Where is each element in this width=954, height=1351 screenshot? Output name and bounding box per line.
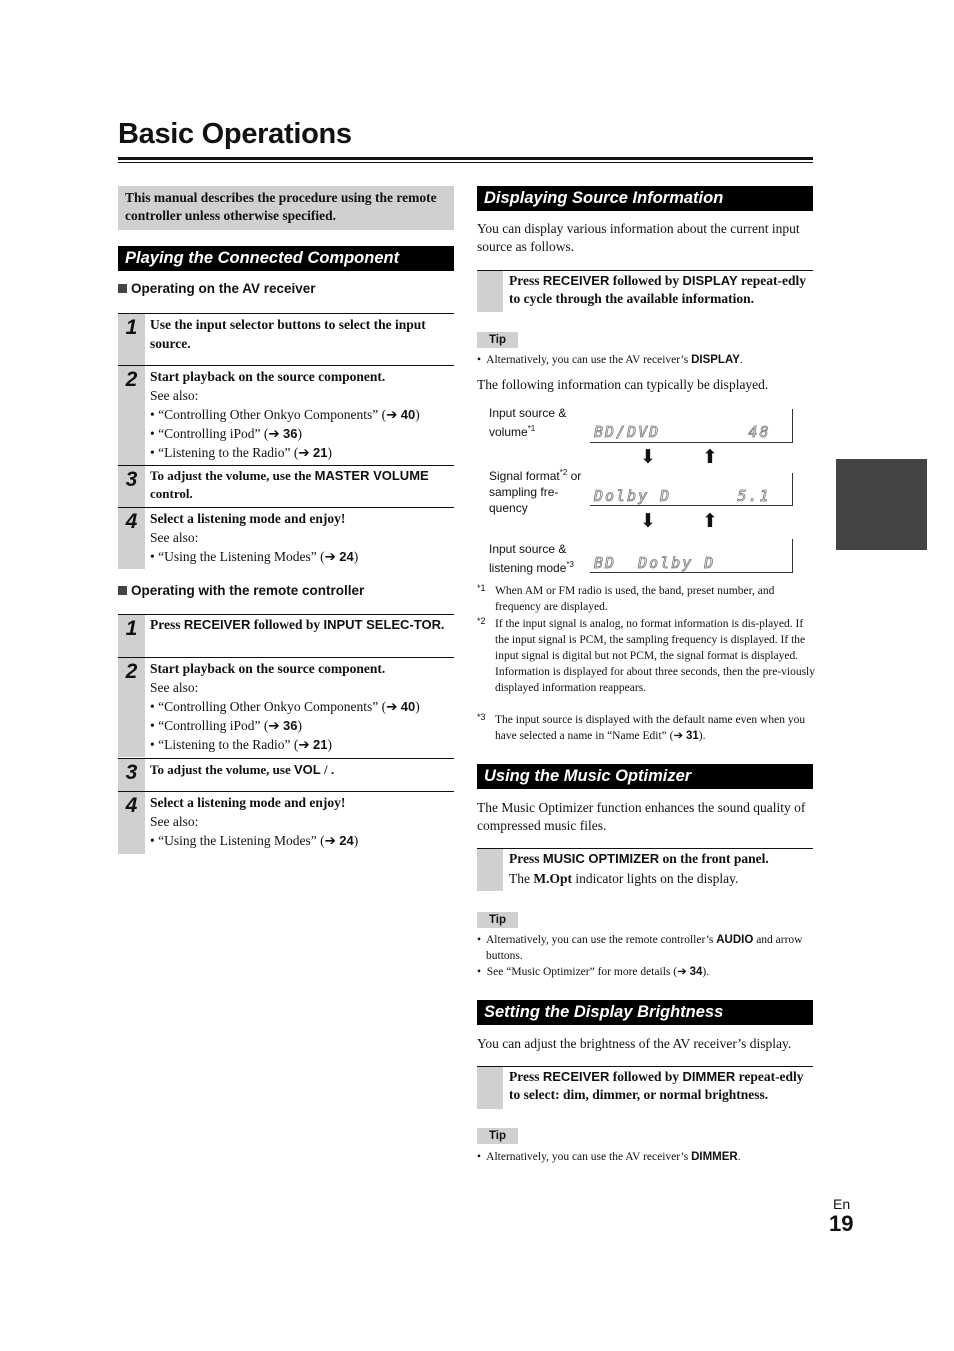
tip-label: Tip: [477, 332, 518, 348]
ref-radio: • “Listening to the Radio” (➔ 21): [150, 737, 332, 752]
chapter-tab: [836, 459, 927, 550]
page-language: En: [833, 1196, 851, 1212]
display-label-signal-format: Signal format$^{*2}$ or sampling fre-quency: [489, 468, 582, 515]
step-text: Press RECEIVER followed by DISPLAY repeat-edly to cycle through the available information.: [509, 273, 806, 306]
ref-ipod: • “Controlling iPod” (➔ 36): [150, 426, 303, 441]
arrow-right-icon: ➔: [298, 445, 310, 460]
arrow-right-icon: ➔: [673, 730, 684, 742]
square-bullet-icon: [118, 284, 127, 293]
arrow-right-icon: ➔: [268, 718, 280, 733]
display-label-listening-mode: Input source & listening mode$^{*3}$: [489, 542, 574, 575]
ref-ipod: • “Controlling iPod” (➔ 36): [150, 718, 303, 733]
arrow-right-icon: ➔: [386, 407, 398, 422]
lcd-panel-1: [590, 409, 793, 443]
step-text: Select a listening mode and enjoy!: [150, 511, 346, 526]
ref-listening-modes: • “Using the Listening Modes” (➔ 24): [150, 833, 359, 848]
tip-audio: • Alternatively, you can use the remote controller’s AUDIO and arrow buttons.: [477, 934, 803, 962]
arrow-right-icon: ➔: [324, 833, 336, 848]
section-heading-music-optimizer: Using the Music Optimizer: [477, 764, 813, 789]
step-number: 3: [118, 759, 145, 791]
subheading-av-receiver: Operating on the AV receiver: [118, 281, 454, 296]
step-number: 3: [118, 466, 145, 507]
ref-listening-modes: • “Using the Listening Modes” (➔ 24): [150, 549, 359, 564]
lcd-panel-2: [590, 473, 793, 506]
step-text: Use the input selector buttons to select the input source.: [150, 317, 426, 351]
step-av-3: [118, 465, 454, 507]
step-text: Start playback on the source component.: [150, 661, 386, 676]
lcd-text: BD/DVD 48: [594, 423, 771, 441]
display-info-body2: The following information can typically be displayed.: [477, 377, 769, 392]
step-brightness: [477, 1066, 813, 1109]
step-text: Start playback on the source component.: [150, 369, 386, 384]
step-rc-3: [118, 758, 454, 791]
page-number: 19: [829, 1211, 854, 1236]
step-number: 1: [118, 314, 145, 365]
see-also: See also:: [150, 388, 199, 403]
section-heading-display-info: Displaying Source Information: [477, 186, 813, 211]
step-number: 4: [118, 508, 145, 569]
step-av-1: [118, 313, 454, 365]
section-heading-playing: Playing the Connected Component: [118, 246, 454, 271]
arrow-right-icon: ➔: [268, 426, 280, 441]
tip-display: • Alternatively, you can use the AV receiver’s DISPLAY.: [477, 354, 743, 366]
arrow-right-icon: ➔: [324, 549, 336, 564]
step-text: Select a listening mode and enjoy!: [150, 795, 346, 810]
step-text: To adjust the volume, use the MASTER VOLUME control.: [150, 468, 429, 501]
lcd-panel-3: [590, 539, 793, 573]
ref-other-components: • “Controlling Other Onkyo Components” (➔ 40): [150, 699, 420, 714]
step-text: Press RECEIVER followed by DIMMER repeat-edly to select: dim, dimmer, or normal brightness.: [509, 1069, 804, 1102]
music-optimizer-body: The Music Optimizer function enhances the sound quality of compressed music files.: [477, 800, 806, 833]
see-also: See also:: [150, 530, 199, 545]
step-av-2: [118, 365, 454, 465]
tip-label: Tip: [477, 912, 518, 928]
ref-other-components: • “Controlling Other Onkyo Components” (➔ 40): [150, 407, 420, 422]
arrow-right-icon: ➔: [298, 737, 310, 752]
section-heading-brightness: Setting the Display Brightness: [477, 1000, 813, 1025]
step-marker: [477, 849, 503, 891]
step-rc-2: [118, 657, 454, 757]
step-marker: [477, 1067, 503, 1109]
tip-dimmer: • Alternatively, you can use the AV receiver’s DIMMER.: [477, 1151, 741, 1163]
step-text: Press RECEIVER followed by INPUT SELEC-TOR.: [150, 617, 445, 632]
footnote-2: *2 If the input signal is analog, no format information is dis-played. If the input signal is PCM, the sampling frequency is displayed. If the input signal is digital but not PCM, the signal format is displayed. Information is displayed for about three seconds, then the pre-viously displayed information reappears.: [477, 616, 816, 694]
see-also: See also:: [150, 814, 199, 829]
step-number: 2: [118, 658, 145, 757]
step-result: The M.Opt indicator lights on the display.: [509, 871, 739, 886]
arrow-up-icon: ⬆: [702, 447, 718, 468]
display-label-source-volume: Input source & volume$^{*1}$: [489, 406, 567, 439]
arrow-right-icon: ➔: [386, 699, 398, 714]
tip-see-music-optimizer: • See “Music Optimizer” for more details (➔ 34).: [477, 966, 710, 978]
subheading-remote: Operating with the remote controller: [118, 583, 454, 598]
tip-label: Tip: [477, 1128, 518, 1144]
step-music-optimizer: [477, 848, 813, 891]
arrow-right-icon: ➔: [677, 966, 687, 978]
step-text: To adjust the volume, use VOL / .: [150, 762, 335, 777]
step-number: 1: [118, 615, 145, 657]
ref-radio: • “Listening to the Radio” (➔ 21): [150, 445, 332, 460]
intro-note: This manual describes the procedure using the remote controller unless otherwise specified.: [118, 186, 454, 230]
brightness-body: You can adjust the brightness of the AV receiver’s display.: [477, 1036, 792, 1051]
step-number: 4: [118, 792, 145, 854]
display-info-body: You can display various information about the current input source as follows.: [477, 221, 800, 254]
step-number: 2: [118, 366, 145, 465]
step-display-info: [477, 270, 813, 312]
lcd-text: BD Dolby D: [594, 554, 716, 572]
step-rc-4: [118, 791, 454, 854]
step-av-4: [118, 507, 454, 569]
step-text: Press MUSIC OPTIMIZER on the front panel.: [509, 851, 769, 866]
lcd-text: Dolby D 5.1: [594, 487, 771, 505]
square-bullet-icon: [118, 586, 127, 595]
step-rc-1: [118, 614, 454, 657]
arrow-down-icon: ⬇: [640, 447, 656, 468]
title-rule: [118, 157, 813, 160]
footnote-1: *1 When AM or FM radio is used, the band, preset number, and frequency are displayed.: [477, 583, 775, 613]
footnote-3: *3 The input source is displayed with the default name even when you have selected a name in “Name Edit” (➔ 31).: [477, 712, 806, 742]
see-also: See also:: [150, 680, 199, 695]
title-rule-thin: [118, 162, 813, 163]
arrow-down-icon: ⬇: [640, 511, 656, 532]
step-marker: [477, 271, 503, 312]
page-title: Basic Operations: [118, 118, 352, 150]
arrow-up-icon: ⬆: [702, 511, 718, 532]
